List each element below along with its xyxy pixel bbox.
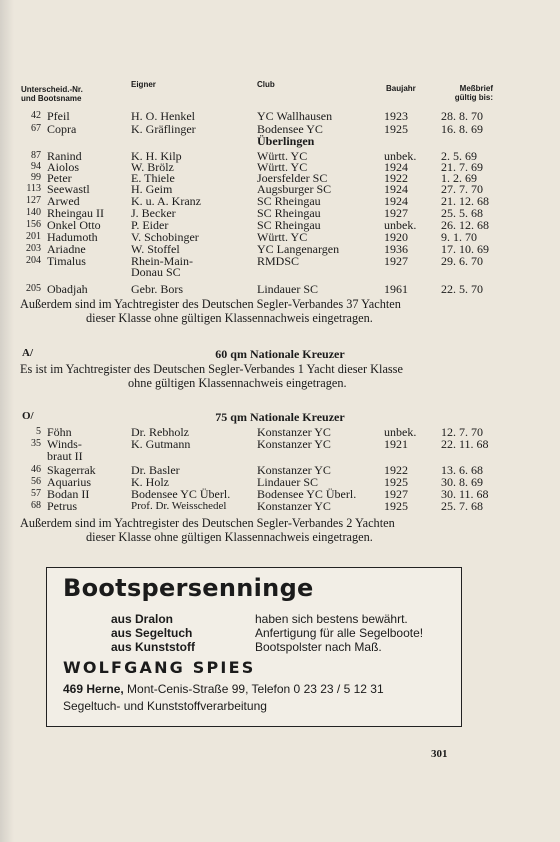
- row-boat-name: Arwed: [47, 194, 80, 208]
- row-number: 204: [26, 255, 41, 266]
- row-owner: K. u. A. Kranz: [131, 194, 201, 208]
- row-club: Konstanzer YC: [257, 499, 331, 513]
- row-boat-name: Aquarius: [47, 475, 91, 489]
- row-boat-name: Seewastl: [47, 182, 90, 196]
- row-valid-until: 1. 2. 69: [441, 171, 477, 185]
- section2-mark: A/: [22, 347, 33, 359]
- row-boat-name: Pfeil: [47, 109, 70, 123]
- header-number-name: [21, 85, 83, 103]
- section2-line1: Es ist im Yachtregister des Deutschen Segler-Verbandes 1 Yacht dieser Klasse: [20, 362, 403, 376]
- row-owner: P. Eider: [131, 218, 169, 232]
- row-club: Augsburger SC: [257, 182, 332, 196]
- row-number: 5: [36, 426, 41, 437]
- row-boat-name: Winds-: [47, 437, 82, 451]
- ad-address-city: 469 Herne,: [63, 682, 124, 696]
- row-owner: W. Brölz: [131, 160, 174, 174]
- row-boat-name: Aiolos: [47, 160, 80, 174]
- row-club: Bodensee YC Überl.: [257, 487, 357, 501]
- row-club: Württ. YC: [257, 149, 308, 163]
- table-row: [0, 283, 560, 295]
- row-number: 156: [26, 219, 41, 230]
- page-number: 301: [431, 748, 448, 760]
- row-club: YC Langenargen: [257, 242, 340, 256]
- ad-item-right-1: haben sich bestens bewährt.: [255, 612, 408, 626]
- row-year: 1923: [384, 109, 408, 123]
- row-boat-name: braut II: [47, 449, 83, 463]
- row-owner: Bodensee YC Überl.: [131, 487, 231, 501]
- row-number: 56: [31, 476, 41, 487]
- ad-item-left-1: aus Dralon: [111, 612, 174, 626]
- row-valid-until: 25. 5. 68: [441, 206, 483, 220]
- row-valid-until: 21. 12. 68: [441, 194, 489, 208]
- row-number: 68: [31, 500, 41, 511]
- row-year: 1925: [384, 475, 408, 489]
- row-owner: Dr. Rebholz: [131, 425, 189, 439]
- row-year: 1920: [384, 230, 408, 244]
- row-owner: Rhein-Main-: [131, 254, 193, 268]
- row-boat-name: Bodan II: [47, 487, 90, 501]
- table-row: [0, 135, 560, 147]
- row-valid-until: 21. 7. 69: [441, 160, 483, 174]
- row-owner: H. O. Henkel: [131, 109, 195, 123]
- row-club: YC Wallhausen: [257, 109, 333, 123]
- row-boat-name: Rheingau II: [47, 206, 104, 220]
- table-row: [0, 450, 560, 462]
- row-valid-until: 12. 7. 70: [441, 425, 483, 439]
- row-owner: K. Gräflinger: [131, 122, 196, 136]
- row-club: Lindauer SC: [257, 475, 318, 489]
- ad-item-right-3: Bootspolster nach Maß.: [255, 640, 382, 654]
- row-club: SC Rheingau: [257, 206, 321, 220]
- row-club: Lindauer SC: [257, 282, 318, 296]
- ad-address: [63, 682, 384, 696]
- row-year: 1925: [384, 499, 408, 513]
- advertisement-box: [46, 567, 462, 727]
- row-valid-until: 30. 8. 69: [441, 475, 483, 489]
- row-owner: K. H. Kilp: [131, 149, 182, 163]
- row-year: 1927: [384, 254, 408, 268]
- section2-line2: ohne gültigen Klassennachweis eingetragen.: [128, 376, 347, 390]
- row-club: Württ. YC: [257, 160, 308, 174]
- row-number: 201: [26, 231, 41, 242]
- row-club: Joersfelder SC: [257, 171, 328, 185]
- header-year: Baujahr: [386, 84, 416, 93]
- section3-title: 75 qm Nationale Kreuzer: [215, 410, 345, 424]
- ad-item-left-3: aus Kunststoff: [111, 640, 195, 654]
- row-boat-name: Copra: [47, 122, 77, 136]
- row-club: Konstanzer YC: [257, 437, 331, 451]
- row-number: 113: [26, 183, 41, 194]
- row-boat-name: Obadjah: [47, 282, 88, 296]
- ad-title: Bootspersenninge: [63, 574, 314, 602]
- row-year: 1927: [384, 487, 408, 501]
- row-number: 203: [26, 243, 41, 254]
- row-owner: Donau SC: [131, 265, 181, 279]
- row-club: SC Rheingau: [257, 218, 321, 232]
- row-valid-until: 30. 11. 68: [441, 487, 489, 501]
- row-year: unbek.: [384, 425, 417, 439]
- row-number: 205: [26, 283, 41, 294]
- ad-tagline: Segeltuch- und Kunststoffverarbeitung: [63, 699, 267, 713]
- row-valid-until: 16. 8. 69: [441, 122, 483, 136]
- row-valid-until: 22. 5. 70: [441, 282, 483, 296]
- row-club: Überlingen: [257, 134, 315, 148]
- row-owner: J. Becker: [131, 206, 176, 220]
- note3-line1: Außerdem sind im Yachtregister des Deutschen Segler-Verbandes 2 Yachten: [20, 516, 395, 530]
- row-number: 127: [26, 195, 41, 206]
- ad-item-right-2: Anfertigung für alle Segelboote!: [255, 626, 424, 640]
- row-valid-until: 29. 6. 70: [441, 254, 483, 268]
- row-club: Bodensee YC: [257, 122, 323, 136]
- header-valid: [445, 84, 493, 102]
- row-owner: W. Stoffel: [131, 242, 180, 256]
- row-valid-until: 28. 8. 70: [441, 109, 483, 123]
- row-number: 99: [31, 172, 41, 183]
- row-valid-until: 2. 5. 69: [441, 149, 477, 163]
- table-row: [0, 266, 560, 278]
- ad-item-left-2: aus Segeltuch: [111, 626, 193, 640]
- row-year: 1924: [384, 160, 408, 174]
- row-boat-name: Föhn: [47, 425, 72, 439]
- note1-line2: dieser Klasse ohne gültigen Klassennachweis eingetragen.: [86, 311, 373, 325]
- row-year: 1936: [384, 242, 408, 256]
- header-col1-line1: Unterscheid.-Nr.: [21, 85, 83, 94]
- row-boat-name: Petrus: [47, 499, 77, 513]
- header-owner: Eigner: [131, 80, 156, 89]
- row-number: 46: [31, 464, 41, 475]
- row-year: 1921: [384, 437, 408, 451]
- row-year: 1922: [384, 171, 408, 185]
- row-number: 67: [31, 123, 41, 134]
- table-row: [0, 500, 560, 512]
- row-year: unbek.: [384, 149, 417, 163]
- row-valid-until: 13. 6. 68: [441, 463, 483, 477]
- row-club: Württ. YC: [257, 230, 308, 244]
- row-year: 1961: [384, 282, 408, 296]
- row-number: 57: [31, 488, 41, 499]
- row-year: 1927: [384, 206, 408, 220]
- row-boat-name: Ranind: [47, 149, 82, 163]
- ad-address-street: Mont-Cenis-Straße 99, Telefon 0 23 23 / 5 12 31: [123, 682, 384, 696]
- section3-mark: O/: [22, 410, 34, 422]
- row-owner: Dr. Basler: [131, 463, 180, 477]
- row-number: 42: [31, 110, 41, 121]
- row-club: SC Rheingau: [257, 194, 321, 208]
- row-valid-until: 27. 7. 70: [441, 182, 483, 196]
- row-valid-until: 17. 10. 69: [441, 242, 489, 256]
- ad-company-name: WOLFGANG SPIES: [63, 658, 256, 677]
- row-owner: E. Thiele: [131, 171, 175, 185]
- row-year: 1924: [384, 182, 408, 196]
- row-owner: V. Schobinger: [131, 230, 199, 244]
- row-boat-name: Timalus: [47, 254, 86, 268]
- row-owner: Prof. Dr. Weisschedel: [131, 500, 227, 512]
- row-club: RMDSC: [257, 254, 300, 268]
- row-valid-until: 26. 12. 68: [441, 218, 489, 232]
- row-boat-name: Skagerrak: [47, 463, 96, 477]
- row-number: 94: [31, 161, 41, 172]
- table-row: [0, 438, 560, 450]
- row-owner: Gebr. Bors: [131, 282, 183, 296]
- row-number: 35: [31, 438, 41, 449]
- row-year: unbek.: [384, 218, 417, 232]
- header-col5-line2: gültig bis:: [454, 93, 493, 102]
- row-owner: H. Geim: [131, 182, 173, 196]
- row-boat-name: Onkel Otto: [47, 218, 101, 232]
- table-row: [0, 110, 560, 122]
- section2-title: 60 qm Nationale Kreuzer: [215, 347, 345, 361]
- row-boat-name: Peter: [47, 171, 72, 185]
- note1-line1: Außerdem sind im Yachtregister des Deutschen Segler-Verbandes 37 Yachten: [20, 297, 401, 311]
- row-owner: K. Holz: [131, 475, 169, 489]
- row-year: 1924: [384, 194, 408, 208]
- header-club: Club: [257, 80, 275, 89]
- row-valid-until: 22. 11. 68: [441, 437, 489, 451]
- row-club: Konstanzer YC: [257, 463, 331, 477]
- row-number: 87: [31, 150, 41, 161]
- header-col5-line1: Meßbrief: [459, 84, 493, 93]
- row-boat-name: Hadumoth: [47, 230, 98, 244]
- header-col1-line2: und Bootsname: [21, 94, 82, 103]
- row-owner: K. Gutmann: [131, 437, 191, 451]
- row-valid-until: 9. 1. 70: [441, 230, 477, 244]
- row-year: 1925: [384, 122, 408, 136]
- row-club: Konstanzer YC: [257, 425, 331, 439]
- row-year: 1922: [384, 463, 408, 477]
- row-valid-until: 25. 7. 68: [441, 499, 483, 513]
- row-boat-name: Ariadne: [47, 242, 86, 256]
- note3-line2: dieser Klasse ohne gültigen Klassennachweis eingetragen.: [86, 530, 373, 544]
- row-number: 140: [26, 207, 41, 218]
